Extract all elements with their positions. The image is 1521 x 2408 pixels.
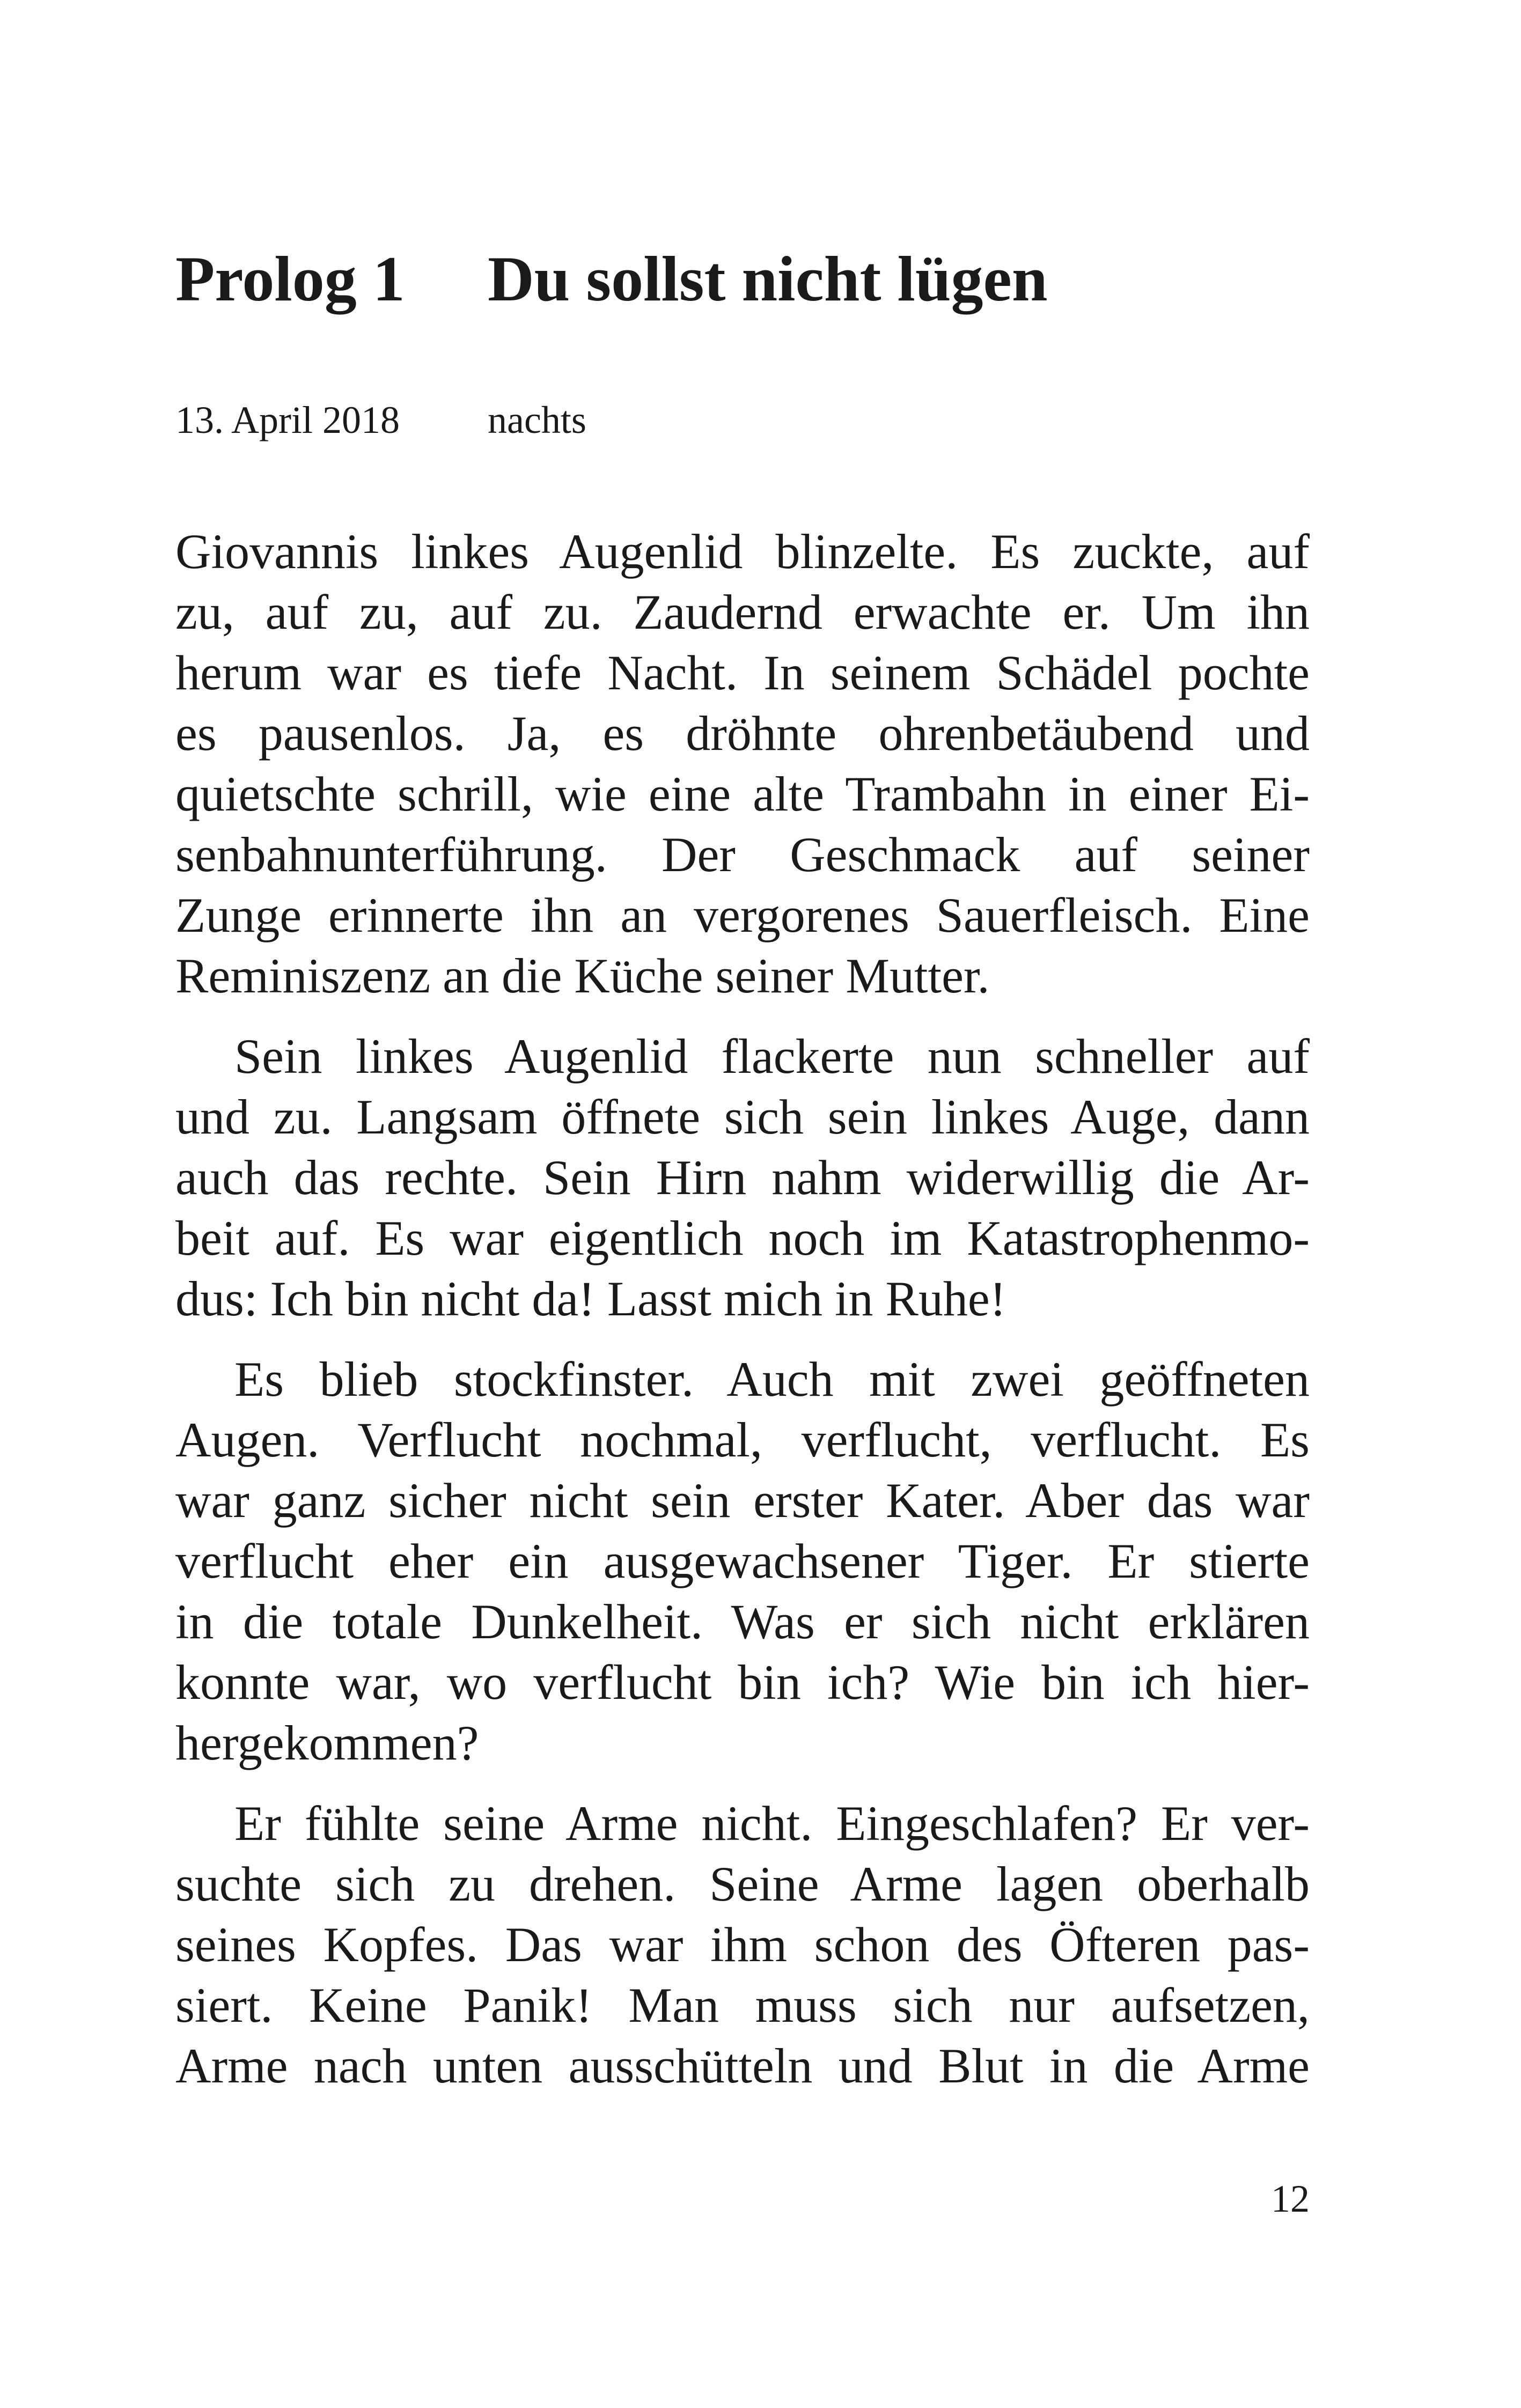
- text-line: in die totale Dunkelheit. Was er sich nicht erklären: [175, 1594, 1310, 1649]
- text-line: dus: Ich bin nicht da! Lasst mich in Ruhe!: [175, 1271, 1006, 1326]
- text-line: zu, auf zu, auf zu. Zaudernd erwachte er. Um ihn: [175, 585, 1310, 639]
- text-line: konnte war, wo verflucht bin ich? Wie bin ich hier-: [175, 1655, 1310, 1710]
- text-line: Sein linkes Augenlid flackerte nun schneller auf: [234, 1029, 1310, 1084]
- text-line: Es blieb stockfinster. Auch mit zwei geöffneten: [234, 1352, 1310, 1406]
- text-line: Arme nach unten ausschütteln und Blut in die Arme: [175, 2038, 1310, 2093]
- text-line: senbahnunterführung. Der Geschmack auf seiner: [175, 827, 1310, 882]
- text-line: Giovannis linkes Augenlid blinzelte. Es zuckte, auf: [175, 524, 1310, 579]
- text-line: Reminiszenz an die Küche seiner Mutter.: [175, 948, 990, 1003]
- text-line: verflucht eher ein ausgewachsener Tiger. Er stierte: [175, 1534, 1310, 1588]
- text-line: seines Kopfes. Das war ihm schon des Öfteren pas-: [175, 1917, 1310, 1972]
- text-line: Er fühlte seine Arme nicht. Eingeschlafen? Er ver-: [234, 1796, 1310, 1851]
- text-line: beit auf. Es war eigentlich noch im Katastrophenmo-: [175, 1211, 1310, 1265]
- text-line: herum war es tiefe Nacht. In seinem Schädel pochte: [175, 645, 1310, 700]
- text-line: auch das rechte. Sein Hirn nahm widerwillig die Ar-: [175, 1150, 1310, 1205]
- dateline-time: nachts: [488, 399, 586, 441]
- text-line: siert. Keine Panik! Man muss sich nur aufsetzen,: [175, 1978, 1310, 2033]
- text-line: und zu. Langsam öffnete sich sein linkes Auge, dann: [175, 1089, 1310, 1144]
- text-line: es pausenlos. Ja, es dröhnte ohrenbetäubend und: [175, 706, 1310, 761]
- text-line: hergekommen?: [175, 1715, 479, 1770]
- page-number: 12: [1271, 2177, 1310, 2220]
- text-line: Zunge erinnerte ihn an vergorenes Sauerfleisch. Eine: [175, 888, 1310, 942]
- chapter-title: Du sollst nicht lügen: [488, 243, 1048, 314]
- text-line: suchte sich zu drehen. Seine Arme lagen oberhalb: [175, 1857, 1310, 1911]
- chapter-label: Prolog 1: [175, 243, 405, 314]
- dateline-date: 13. April 2018: [175, 399, 400, 441]
- text-line: quietschte schrill, wie eine alte Trambahn in einer Ei-: [175, 767, 1310, 821]
- text-line: Augen. Verflucht nochmal, verflucht, verflucht. Es: [175, 1412, 1310, 1467]
- text-line: war ganz sicher nicht sein erster Kater. Aber das war: [175, 1473, 1310, 1528]
